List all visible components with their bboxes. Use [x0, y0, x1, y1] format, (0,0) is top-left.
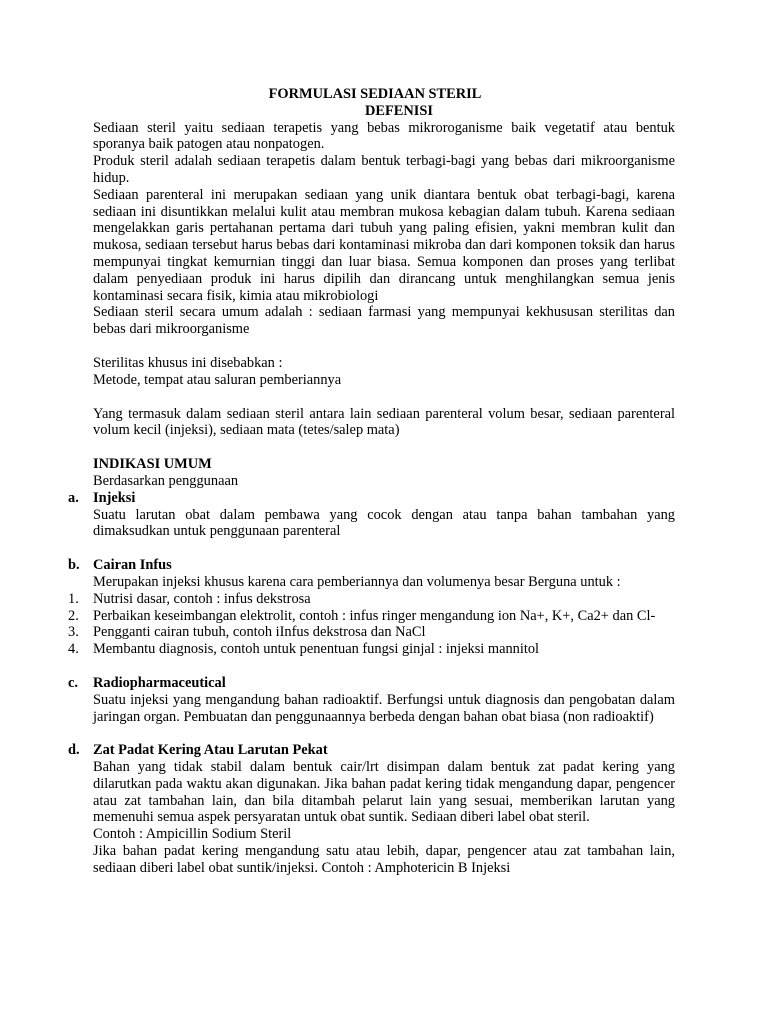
indikasi-subheading: Berdasarkan penggunaan	[93, 472, 239, 489]
section-marker: d.	[68, 742, 80, 759]
section-d-body-2: Jika bahan padat kering mengandung satu atau lebih, dapar, pengencer atau zat tambahan lain, sediaan diberi label obat suntik/injeksi. Contoh : Amphotericin B Injeksi	[93, 843, 675, 876]
list-item-text: Pengganti cairan tubuh, contoh iInfus dekstrosa dan NaCl	[93, 624, 426, 641]
definisi-paragraph-3: Sediaan parenteral ini merupakan sediaan yang unik diantara bentuk obat terbagi-bagi, karena sediaan ini disuntikkan melalui kulit atau membran mukosa kebagian dalam tubuh. Karena sediaan mengelakkan garis pertahanan pertama dari tubuh yang paling efisien, yakni membran kulit dan mukosa, sediaan tersebut harus bebas dari kontaminasi mikroba dan dari komponen toksik dan harus mempunyai tingkat kemurnian tinggi dan luar biasa. Semua komponen dan proses yang terlibat dalam penyediaan produk ini harus dipilih dan dirancang untuk menghilangkan semua jenis kontaminasi secara fisik, kimia atau mikrobiologi	[93, 186, 675, 304]
section-marker: a.	[68, 489, 79, 506]
document-body	[68, 86, 675, 877]
section-c	[68, 674, 675, 692]
spacer	[93, 338, 675, 355]
document-title-block	[93, 86, 675, 120]
section-d-body-1: Bahan yang tidak stabil dalam bentuk cair/lrt disimpan dalam bentuk zat padat kering yang dilarutkan pada waktu akan digunakan. Jika bahan padat kering tidak mengandung dapar, pengencer atau zat tambahan lain, dan bila ditambah pelarut lain yang sesuai, memberikan larutan yang memenuhi semua aspek persyaratan untuk obat suntik. Sediaan diberi label obat steril.	[93, 759, 675, 826]
section-title: Cairan Infus	[93, 557, 172, 574]
indikasi-heading: INDIKASI UMUM	[93, 456, 212, 473]
definisi-paragraph-2: Produk steril adalah sediaan terapetis dalam bentuk terbagi-bagi yang bebas dari mikroorganisme hidup.	[93, 153, 675, 186]
list-item	[68, 641, 675, 658]
definisi-paragraph-4: Sediaan steril secara umum adalah : sediaan farmasi yang mempunyai kekhususan sterilitas dan bebas dari mikroorganisme	[93, 304, 675, 338]
list-item-text: Perbaikan keseimbangan elektrolit, contoh : infus ringer mengandung ion Na+, K+, Ca2+ dan Cl-	[93, 607, 656, 624]
section-marker: b.	[68, 557, 80, 574]
list-number: 1.	[68, 590, 79, 607]
list-item	[68, 607, 675, 625]
spacer	[93, 439, 675, 456]
section-title: Injeksi	[93, 489, 136, 506]
section-marker: c.	[68, 674, 78, 691]
sterilitas-line-1: Sterilitas khusus ini disebabkan :	[93, 354, 283, 371]
section-a-body: Suatu larutan obat dalam pembawa yang cocok dengan atau tanpa bahan tambahan yang dimaksudkan untuk penggunaan parenteral	[93, 506, 675, 540]
sterilitas-line-2: Metode, tempat atau saluran pemberiannya	[93, 371, 342, 388]
spacer	[93, 725, 675, 742]
list-number: 3.	[68, 624, 79, 641]
spacer	[93, 540, 675, 557]
list-item	[68, 590, 675, 608]
section-a	[68, 489, 675, 507]
list-item	[68, 624, 675, 641]
page-title: FORMULASI SEDIAAN STERIL	[268, 86, 482, 102]
section-title: Radiopharmaceutical	[93, 674, 226, 691]
yang-termasuk-paragraph: Yang termasuk dalam sediaan steril antara lain sediaan parenteral volum besar, sediaan parenteral volum kecil (injeksi), sediaan mata (tetes/salep mata)	[93, 405, 675, 439]
page-subtitle: DEFENISI	[365, 102, 433, 119]
section-b	[68, 557, 675, 574]
section-b-body: Merupakan injeksi khusus karena cara pemberiannya dan volumenya besar Berguna untuk :	[93, 573, 621, 590]
section-c-body: Suatu injeksi yang mengandung bahan radioaktif. Berfungsi untuk diagnosis dan pengobatan dalam jaringan organ. Pembuatan dan penggunaannya berbeda dengan bahan obat biasa (non radioaktif)	[93, 691, 675, 725]
spacer	[93, 389, 675, 406]
list-item-text: Membantu diagnosis, contoh untuk penentuan fungsi ginjal : injeksi mannitol	[93, 641, 540, 658]
section-d	[68, 742, 675, 759]
spacer	[93, 658, 675, 675]
section-d-contoh: Contoh : Ampicillin Sodium Steril	[93, 826, 292, 843]
definisi-paragraph-1: Sediaan steril yaitu sediaan terapetis yang bebas mikroroganisme baik vegetatif atau bentuk sporanya baik patogen atau nonpatogen.	[93, 119, 675, 153]
list-number: 4.	[68, 641, 79, 658]
list-number: 2.	[68, 607, 79, 624]
section-title: Zat Padat Kering Atau Larutan Pekat	[93, 742, 328, 759]
list-item-text: Nutrisi dasar, contoh : infus dekstrosa	[93, 590, 311, 607]
